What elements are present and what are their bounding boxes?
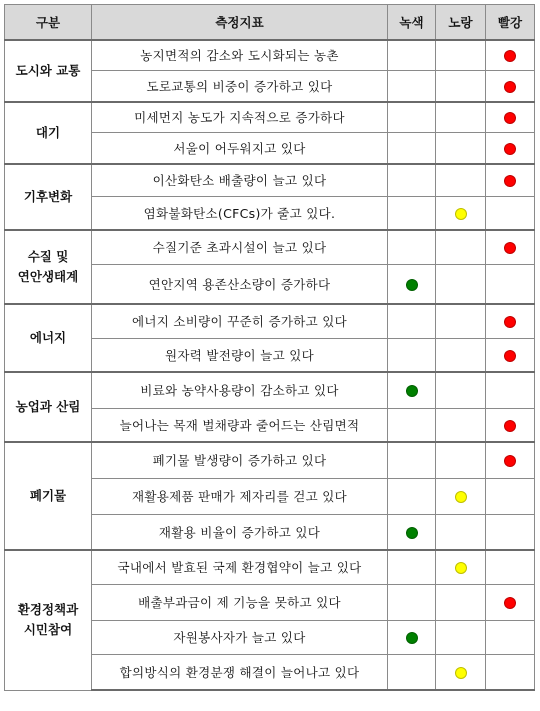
status-cell-yellow [436,584,486,620]
table-row [5,102,535,132]
status-cell-green [388,372,436,408]
table-row [5,40,535,70]
category-cell: 기후변화 [5,164,92,230]
category-cell: 환경정책과 시민참여 [5,550,92,690]
header-indicator: 측정지표 [92,5,388,41]
status-cell-red [486,40,535,70]
status-cell-yellow [436,442,486,478]
status-cell-red [486,70,535,102]
status-cell-green [388,338,436,372]
status-cell-red [486,584,535,620]
table-row [5,164,535,196]
indicator-cell: 서울이 어두워지고 있다 [92,132,388,164]
status-cell-red [486,338,535,372]
status-cell-yellow [436,338,486,372]
status-cell-green [388,164,436,196]
status-cell-red [486,408,535,442]
status-red-dot-icon [504,350,516,362]
status-cell-red [486,442,535,478]
status-cell-yellow [436,514,486,550]
category-cell: 에너지 [5,304,92,372]
status-cell-red [486,478,535,514]
status-cell-yellow [436,132,486,164]
environment-indicator-table [4,4,535,691]
status-cell-red [486,230,535,264]
status-cell-green [388,102,436,132]
status-yellow-dot-icon [455,667,467,679]
status-cell-green [388,304,436,338]
table-row [5,304,535,338]
status-red-dot-icon [504,597,516,609]
status-cell-red [486,132,535,164]
status-green-dot-icon [406,385,418,397]
indicator-cell: 농지면적의 감소와 도시화되는 농촌 [92,40,388,70]
category-cell: 대기 [5,102,92,164]
status-cell-green [388,514,436,550]
indicator-cell: 도로교통의 비중이 증가하고 있다 [92,70,388,102]
status-red-dot-icon [504,455,516,467]
status-yellow-dot-icon [455,208,467,220]
status-cell-yellow [436,164,486,196]
status-cell-green [388,40,436,70]
status-cell-green [388,264,436,304]
status-cell-red [486,102,535,132]
indicator-cell: 합의방식의 환경분쟁 해결이 늘어나고 있다 [92,654,388,690]
status-cell-green [388,196,436,230]
status-cell-yellow [436,408,486,442]
status-cell-red [486,654,535,690]
indicator-cell: 이산화탄소 배출량이 늘고 있다 [92,164,388,196]
status-red-dot-icon [504,112,516,124]
status-cell-red [486,164,535,196]
category-cell: 폐기물 [5,442,92,550]
header-yellow: 노랑 [436,5,486,41]
status-green-dot-icon [406,632,418,644]
status-cell-yellow [436,102,486,132]
indicator-cell: 수질기준 초과시설이 늘고 있다 [92,230,388,264]
table-row [5,230,535,264]
status-cell-yellow [436,196,486,230]
status-cell-green [388,442,436,478]
indicator-cell: 비료와 농약사용량이 감소하고 있다 [92,372,388,408]
status-cell-green [388,70,436,102]
status-red-dot-icon [504,316,516,328]
status-red-dot-icon [504,143,516,155]
status-cell-yellow [436,230,486,264]
status-red-dot-icon [504,242,516,254]
status-red-dot-icon [504,50,516,62]
status-red-dot-icon [504,420,516,432]
indicator-cell: 배출부과금이 제 기능을 못하고 있다 [92,584,388,620]
status-cell-green [388,584,436,620]
category-cell: 수질 및 연안생태계 [5,230,92,304]
status-cell-green [388,550,436,584]
status-green-dot-icon [406,279,418,291]
indicator-cell: 염화불화탄소(CFCs)가 줄고 있다. [92,196,388,230]
status-cell-red [486,550,535,584]
indicator-cell: 늘어나는 목재 벌채량과 줄어드는 산림면적 [92,408,388,442]
status-yellow-dot-icon [455,562,467,574]
header-category: 구분 [5,5,92,41]
table-row [5,550,535,584]
category-cell: 농업과 산림 [5,372,92,442]
status-yellow-dot-icon [455,491,467,503]
status-cell-yellow [436,304,486,338]
indicator-cell: 에너지 소비량이 꾸준히 증가하고 있다 [92,304,388,338]
status-cell-red [486,304,535,338]
status-cell-green [388,478,436,514]
status-cell-red [486,196,535,230]
category-cell: 도시와 교통 [5,40,92,102]
indicator-cell: 자원봉사자가 늘고 있다 [92,620,388,654]
header-green: 녹색 [388,5,436,41]
table-body [5,40,535,690]
indicator-cell: 폐기물 발생량이 증가하고 있다 [92,442,388,478]
indicator-cell: 원자력 발전량이 늘고 있다 [92,338,388,372]
status-red-dot-icon [504,175,516,187]
status-cell-yellow [436,620,486,654]
header-red: 빨강 [486,5,535,41]
table-row [5,372,535,408]
status-cell-yellow [436,70,486,102]
indicator-cell: 국내에서 발효된 국제 환경협약이 늘고 있다 [92,550,388,584]
status-cell-green [388,408,436,442]
status-cell-yellow [436,264,486,304]
status-green-dot-icon [406,527,418,539]
header-row [5,5,535,41]
status-cell-red [486,372,535,408]
status-cell-green [388,620,436,654]
status-cell-yellow [436,372,486,408]
indicator-cell: 재활용 비율이 증가하고 있다 [92,514,388,550]
status-red-dot-icon [504,81,516,93]
status-cell-yellow [436,654,486,690]
status-cell-yellow [436,40,486,70]
table-row [5,442,535,478]
status-cell-green [388,654,436,690]
status-cell-red [486,620,535,654]
status-cell-yellow [436,550,486,584]
status-cell-red [486,264,535,304]
status-cell-green [388,132,436,164]
status-cell-red [486,514,535,550]
status-cell-yellow [436,478,486,514]
indicator-cell: 재활용제품 판매가 제자리를 걷고 있다 [92,478,388,514]
status-cell-green [388,230,436,264]
indicator-cell: 미세먼지 농도가 지속적으로 증가하다 [92,102,388,132]
indicator-cell: 연안지역 용존산소량이 증가하다 [92,264,388,304]
